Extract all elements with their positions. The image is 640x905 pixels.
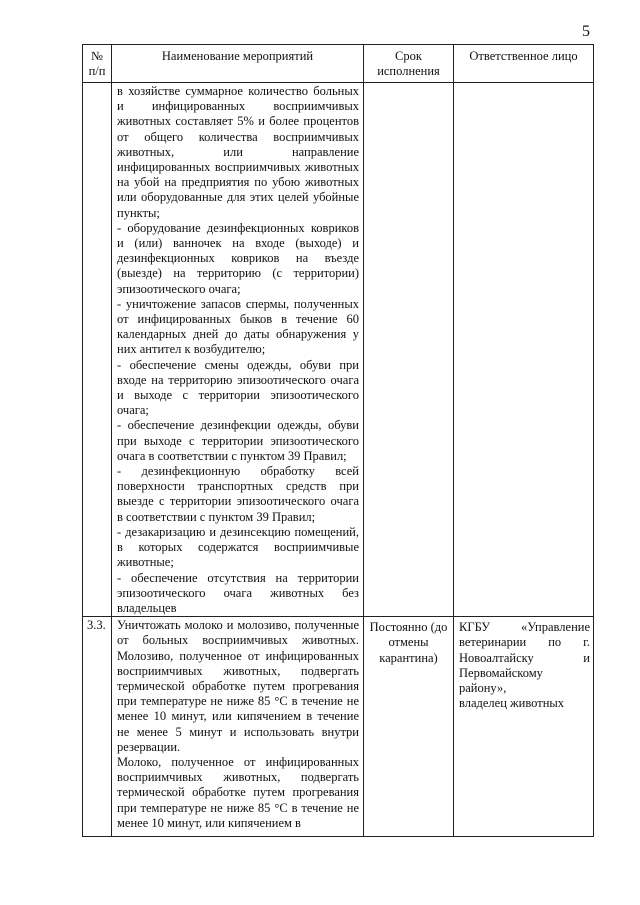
- responsible-org: КГБУ «Управление ветеринарии по г. Новоалтайску и Первомайскому району»,: [459, 620, 590, 695]
- row-number: 3.3.: [87, 618, 106, 633]
- cont-item: - обеспечение дезинфекции одежды, обуви при выходе с территории эпизоотического очага в соответствии с пунктом 39 Правил;: [117, 418, 359, 463]
- measures-table: [82, 44, 594, 837]
- cont-item: - уничтожение запасов спермы, полученных от инфицированных быков в течение 60 календарных дней до даты обнаружения у них антител к возбудителю;: [117, 296, 359, 357]
- header-name: Наименование мероприятий: [161, 49, 314, 63]
- cont-item: - дезинфекционную обработку всей поверхности транспортных средств при выезде с территории эпизоотического очага в соответствии с пунктом 39 Правил;: [117, 464, 359, 524]
- cont-name-cell: [112, 83, 364, 617]
- page-number: 5: [582, 23, 590, 40]
- row-term-cell: [364, 617, 454, 837]
- cont-num-cell: [83, 83, 112, 617]
- responsible-owner: владелец животных: [459, 696, 565, 711]
- term-text: Постоянно (до отмены карантина): [369, 620, 448, 665]
- cont-responsible-cell: [454, 83, 594, 617]
- header-num-cell: [83, 45, 112, 83]
- row-num-cell: [83, 617, 112, 837]
- cont-term-cell: [364, 83, 454, 617]
- row-name-cell: [112, 617, 364, 837]
- cont-item: в хозяйстве суммарное количество больных и инфицированных восприимчивых животных составляет 5% и более процентов от общего количества восприимчивых животных, или направление инфицированных восприимчивых животных на убой на предприятия по убою животных или оборудованные для этих целей убойные пункты;: [117, 84, 359, 220]
- row-responsible-cell: [454, 617, 594, 837]
- header-term-cell: [364, 45, 454, 83]
- header-term: Срок исполнения: [377, 49, 440, 78]
- header-responsible-cell: [454, 45, 594, 83]
- cont-item: - оборудование дезинфекционных ковриков и (или) ванночек на входе (выходе) и дезинфекционных ковриков на въезде (выезде) на территорию (с территории) эпизоотического очага;: [117, 220, 359, 296]
- table-row-3-3: [83, 617, 594, 837]
- measure-paragraph: Молоко, полученное от инфицированных восприимчивых животных, подвергать термической обработке путем прогревания при температуре не ниже 85 °С в течение не менее 10 минут, или кипячением в: [117, 754, 359, 830]
- cont-item: - обеспечение отсутствия на территории эпизоотического очага животных без владельцев: [117, 570, 359, 615]
- header-responsible: Ответственное лицо: [469, 49, 578, 63]
- cont-item: - дезакаризацию и дезинсекцию помещений, в которых содержатся восприимчивые животные;: [117, 524, 359, 570]
- table-row-continuation: [83, 83, 594, 617]
- header-name-cell: [112, 45, 364, 83]
- table-header-row: [83, 45, 594, 83]
- cont-item: - обеспечение смены одежды, обуви при входе на территорию эпизоотического очага и выходе с территории эпизоотического очага;: [117, 357, 359, 418]
- header-num: № п/п: [88, 49, 106, 78]
- measure-paragraph: Уничтожать молоко и молозиво, полученные от больных восприимчивых животных. Молозиво, полученное от инфицированных восприимчивых животных, подвергать термической обработке путем прогревания при температуре не ниже 85 °С в течение не менее 10 минут, или кипячением в течение не менее 5 минут и использовать внутри резервации.: [117, 618, 359, 754]
